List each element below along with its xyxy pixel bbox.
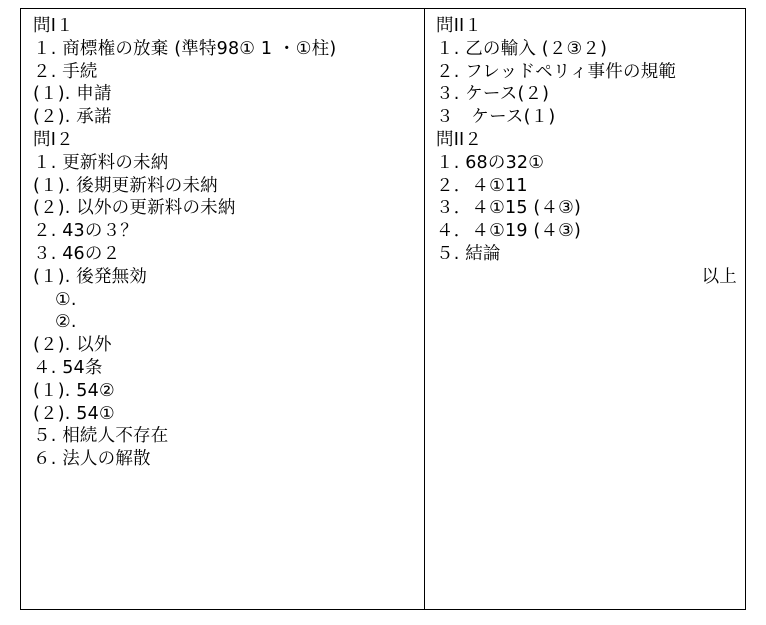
heading-question-2-2: 問II２ <box>436 129 483 150</box>
text-line: (２). 承諾 <box>33 107 112 128</box>
text-line: (２). 以外の更新料の未納 <box>33 198 236 219</box>
text-line-indented: ①. <box>55 289 77 310</box>
text-line: (１). 後期更新料の未納 <box>33 175 218 196</box>
text-line: (２). 以外 <box>33 335 112 356</box>
text-line: ５. 結論 <box>436 243 501 264</box>
text-line: １. 乙の輸入 (２③２) <box>436 38 608 59</box>
text-line: ３．４①15 (４③) <box>436 198 582 219</box>
heading-question-1-2: 問I２ <box>33 129 74 150</box>
text-line: ４．４①19 (４③) <box>436 221 582 242</box>
text-line: １. 商標権の放棄 (準特98① 1 ・①柱) <box>33 38 337 59</box>
text-line: ５. 相続人不存在 <box>33 426 169 447</box>
text-line-indented: ②. <box>55 312 77 333</box>
heading-question-2-1: 問II１ <box>436 16 483 36</box>
text-line: ３. ケース(２) <box>436 84 550 105</box>
text-line: (２). 54① <box>33 403 115 424</box>
text-line: ２. フレッドペリィ事件の規範 <box>436 61 677 82</box>
text-line: (１). 申請 <box>33 84 112 105</box>
text-line: １. 68の32① <box>436 152 545 173</box>
text-line: ３ ケース(１) <box>436 107 556 128</box>
text-line: ６. 法人の解散 <box>33 449 151 470</box>
text-line: (１). 後発無効 <box>33 266 148 287</box>
right-column <box>425 9 745 609</box>
text-line: ２. 43の３？ <box>33 221 138 242</box>
closing-mark: 以上 <box>701 266 737 287</box>
text-line: ３. 46の２ <box>33 243 121 264</box>
text-line: ４. 54条 <box>33 357 103 378</box>
heading-question-1-1: 問I１ <box>33 16 74 36</box>
text-line: ２．４①11 <box>436 175 528 196</box>
answer-table <box>20 8 746 610</box>
left-column <box>21 9 425 609</box>
text-line: ２. 手続 <box>33 61 98 82</box>
text-line: (１). 54② <box>33 380 115 401</box>
text-line: １. 更新料の未納 <box>33 152 169 173</box>
